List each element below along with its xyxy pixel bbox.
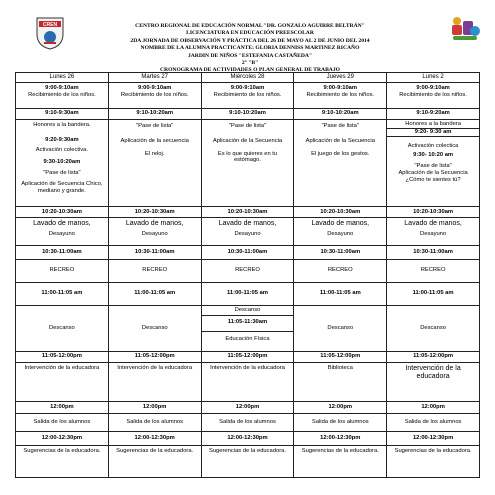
header-line: 2DA JORNADA DE OBSERVACIÓN Y PRÁCTICA DEL 26 DE MAYO AL 2 DE JUNIO DEL 2014 [130, 37, 370, 44]
time-cell: 12:00-12:30pm [294, 431, 387, 445]
time-cell: 10:30-11:00am [387, 245, 480, 259]
time-cell: 9:10-10:20am [294, 108, 387, 119]
time-cell: 11:05-12:00pm [294, 351, 387, 362]
time-cell: 9:10-9:30am [16, 108, 109, 119]
document-header [0, 0, 495, 74]
table-row [16, 83, 480, 108]
schedule-cell: Sugerencias de la educadora. [16, 445, 109, 477]
time-cell: 12:00pm [201, 402, 294, 413]
time-cell: 12:00pm [108, 402, 201, 413]
schedule-cell: Salida de los alumnos [294, 413, 387, 431]
header-line: 2° "B" [241, 60, 259, 67]
time-cell: 10:20-10:30am [108, 206, 201, 217]
time-cell: 9:10-9:20am [387, 108, 480, 119]
wednesday-break-cell: Descanso 11:05-11:30am Educación Física [201, 305, 294, 351]
schedule-cell: Descanso [16, 305, 109, 351]
schedule-cell: 9:00-9:10am Recibimiento de los niños. [387, 83, 480, 108]
wednesday-activities-cell: "Pase de lista" Aplicación de la Secuencia Es lo que quieres en tu estómago. [201, 120, 294, 207]
schedule-cell: Intervención de la educadora [387, 363, 480, 402]
schedule-cell: Salida de los alumnos [108, 413, 201, 431]
time-cell: 12:00pm [387, 402, 480, 413]
time-cell: 11:00-11:05 am [201, 282, 294, 305]
time-cell: 10:20-10:30am [201, 206, 294, 217]
time-cell: 12:00-12:30pm [201, 431, 294, 445]
schedule-cell: 9:00-9:10am Recibimiento de los niños. [294, 83, 387, 108]
time-cell: 11:05-12:00pm [387, 351, 480, 362]
schedule-cell: Descanso [294, 305, 387, 351]
schedule-cell: Descanso [108, 305, 201, 351]
header-title-block [60, 23, 440, 75]
time-cell: 9:10-10:20am [201, 108, 294, 119]
time-cell: 11:00-11:05 am [108, 282, 201, 305]
table-row [16, 431, 480, 445]
schedule-cell: Lavado de manos, Desayuno [16, 218, 109, 246]
schedule-cell: Lavado de manos, Desayuno [294, 218, 387, 246]
day-header: Jueves 29 [294, 73, 387, 83]
schedule-cell: Sugerencias de la educadora. [201, 445, 294, 477]
table-row [16, 351, 480, 362]
time-cell: 9:10-10:20am [108, 108, 201, 119]
header-line: CENTRO REGIONAL DE EDUCACIÓN NORMAL "DR. GONZALO AGUIRRE BELTRÁN" [135, 23, 365, 29]
schedule-cell: RECREO [294, 259, 387, 282]
time-cell: 12:00-12:30pm [108, 431, 201, 445]
time-cell: 10:30-11:00am [294, 245, 387, 259]
schedule-cell: Salida de los alumnos [16, 413, 109, 431]
table-row [16, 445, 480, 477]
table-row [16, 363, 480, 402]
schedule-cell: Sugerencias de la educadora. [294, 445, 387, 477]
table-row [16, 218, 480, 246]
table-row [16, 206, 480, 217]
schedule-cell: Sugerencias de la educadora. [108, 445, 201, 477]
schedule-cell: Intervención de la educadora [108, 363, 201, 402]
schedule-cell: Lavado de manos, Desayuno [201, 218, 294, 246]
schedule-cell: Biblioteca [294, 363, 387, 402]
time-cell: 10:30-11:00am [201, 245, 294, 259]
day-header: Martes 27 [108, 73, 201, 83]
preschool-logo [449, 15, 481, 43]
time-cell: 12:00-12:30pm [387, 431, 480, 445]
schedule-cell: RECREO [108, 259, 201, 282]
schedule-cell: 9:00-9:10am Recibimiento de los niños. [108, 83, 201, 108]
time-cell: 10:30-11:00am [16, 245, 109, 259]
schedule-cell: Sugerencias de la educadora. [387, 445, 480, 477]
schedule-cell: 9:00-9:10am Recibimiento de los niños. [16, 83, 109, 108]
table-row [16, 305, 480, 351]
schedule-cell: RECREO [16, 259, 109, 282]
logo-text: CREN [42, 22, 58, 28]
time-cell: 10:20-10:30am [16, 206, 109, 217]
schedule-table [15, 72, 480, 478]
day-header-row [16, 73, 480, 83]
table-row [16, 259, 480, 282]
time-cell: 11:00-11:05 am [294, 282, 387, 305]
friday-activities-cell: Honores a la bandera 9:20- 9:30 am Activación colectica 9:30- 10:20 am "Pase de lista" Aplicación de la Secuencia ¿Cómo te sientes tú? [387, 120, 480, 207]
schedule-cell: Lavado de manos, Desayuno [387, 218, 480, 246]
tuesday-activities-cell: "Pase de lista" Aplicación de la secuencia El reloj. [108, 120, 201, 207]
thursday-activities-cell: "Pase de lista" Aplicación de la Secuencia El juego de los gestos. [294, 120, 387, 207]
day-header: Lunes 2 [387, 73, 480, 83]
day-header: Miércoles 28 [201, 73, 294, 83]
schedule-cell: RECREO [201, 259, 294, 282]
table-row [16, 282, 480, 305]
table-row [16, 402, 480, 413]
time-cell: 11:00-11:05 am [16, 282, 109, 305]
schedule-cell: 9:00-9:10am Recibimiento de los niños. [201, 83, 294, 108]
table-row [16, 413, 480, 431]
schedule-cell: Salida de los alumnos [201, 413, 294, 431]
header-line: CRONOGRAMA DE ACTIVIDADES O PLAN GENERAL DE TRABAJO [159, 67, 340, 74]
time-cell: 10:30-11:00am [108, 245, 201, 259]
time-cell: 11:05-12:00pm [16, 351, 109, 362]
time-cell: 10:20-10:30am [387, 206, 480, 217]
table-row [16, 245, 480, 259]
time-cell: 12:00-12:30pm [16, 431, 109, 445]
schedule-cell: Descanso [387, 305, 480, 351]
time-cell: 11:05-12:00pm [108, 351, 201, 362]
table-row [16, 108, 480, 119]
table-row [16, 120, 480, 207]
time-cell: 12:00pm [294, 402, 387, 413]
time-cell: 11:05-12:00pm [201, 351, 294, 362]
header-line: NOMBRE DE LA ALUMNA PRACTICANTE: GLORIA DENNISS MARTINEZ RICAÑO [140, 45, 360, 52]
schedule-cell: RECREO [387, 259, 480, 282]
schedule-cell: Salida de los alumnos [387, 413, 480, 431]
day-header: Lunes 26 [16, 73, 109, 83]
monday-activities-cell: Honores a la bandera. 9:20-9:30am Activación colectiva. 9:30-10:20am "Pase de lista" Aplicación de Secuencia Chico, mediano y grande. [16, 120, 109, 207]
header-line: LICENCIATURA EN EDUCACIÓN PREESCOLAR [186, 30, 314, 37]
schedule-cell: Lavado de manos, Desayuno [108, 218, 201, 246]
header-line: JARDIN DE NIÑOS "ESTEFANIA CASTAÑEDA" [187, 52, 313, 59]
time-cell: 10:20-10:30am [294, 206, 387, 217]
schedule-cell: Intervención de la educadora [16, 363, 109, 402]
schedule-cell: Intervención de la educadora [201, 363, 294, 402]
time-cell: 12:00pm [16, 402, 109, 413]
time-cell: 11:00-11:05 am [387, 282, 480, 305]
